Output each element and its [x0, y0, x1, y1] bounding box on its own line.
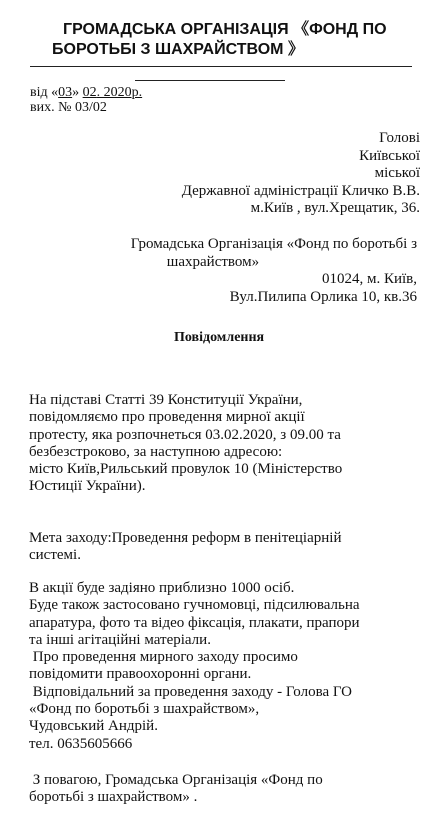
- addressee-line: Державної адміністрації Кличко В.В.: [181, 182, 420, 199]
- org-title-line2: БОРОТЬБІ З ШАХРАЙСТВОМ 》: [52, 41, 304, 58]
- addressee-line: Голові: [379, 130, 420, 146]
- paragraph-line: повідомляємо про проведення мирної акції: [29, 409, 305, 426]
- paragraph-line: Відповідальний за проведення заходу - Голова ГО: [29, 683, 352, 700]
- phone-number: тел. 0635605666: [29, 735, 133, 752]
- paragraph-line: На підставі Статті 39 Конституції України,: [29, 392, 303, 408]
- sender-block: [131, 236, 417, 306]
- addressee-line: міської: [374, 165, 420, 181]
- paragraph-line: В акції буде задіяно приблизно 1000 осіб.: [29, 580, 295, 596]
- date-mid: »: [72, 85, 83, 100]
- paragraph-line: протесту, яка розпочнеться 03.02.2020, з 09.00 та: [29, 426, 341, 443]
- paragraph-line: та інші агітаційні матеріали.: [29, 631, 211, 648]
- paragraph-line: Мета заходу:Проведення реформ в пенітеціарній: [29, 530, 342, 546]
- letterhead-divider: [30, 66, 412, 67]
- addressee-line: Київської: [359, 147, 420, 164]
- paragraph-line: Чудовський Андрій.: [29, 718, 158, 735]
- paragraph-line: Буде також застосовано гучномовці, підсилювальна: [29, 597, 360, 614]
- notice-paragraph: [29, 392, 342, 496]
- letter-date: [30, 85, 142, 101]
- addressee-block: [182, 130, 420, 218]
- paragraph-line: повідомити правоохоронні органи.: [29, 666, 252, 683]
- date-divider: [135, 80, 285, 81]
- date-day: 03: [58, 85, 73, 100]
- paragraph-line: боротьбі з шахрайством» .: [29, 789, 198, 806]
- paragraph-line: безбезстроково, за наступною адресою:: [29, 443, 283, 460]
- date-prefix: від «: [30, 85, 59, 100]
- outgoing-number: вих. № 03/02: [30, 100, 107, 115]
- addressee-line: м.Київ , вул.Хрещатик, 36.: [250, 200, 420, 216]
- sender-line: Вул.Пилипа Орлика 10, кв.36: [229, 288, 417, 305]
- date-year: . 2020р.: [96, 85, 143, 100]
- paragraph-line: системі.: [29, 547, 81, 564]
- closing-paragraph: [29, 772, 323, 807]
- purpose-paragraph: [29, 530, 341, 565]
- paragraph-line: Юстиції України).: [29, 478, 146, 495]
- org-title-line1: ГРОМАДСЬКА ОРГАНІЗАЦІЯ 《ФОНД ПО: [63, 21, 387, 38]
- paragraph-line: «Фонд по боротьбі з шахрайством»,: [29, 701, 260, 718]
- date-month: 02: [82, 85, 97, 100]
- document-title: Повідомлення: [174, 330, 265, 345]
- sender-line: 01024, м. Київ,: [321, 271, 417, 287]
- paragraph-line: апаратура, фото та відео фіксація, плакати, прапори: [29, 614, 360, 631]
- sender-line: шахрайством»: [166, 253, 260, 270]
- details-paragraph: [29, 580, 360, 753]
- paragraph-line: З повагою, Громадська Організація «Фонд по: [29, 772, 323, 788]
- sender-line: Громадська Організація «Фонд по боротьбі з: [130, 236, 417, 252]
- paragraph-line: місто Київ,Рильський провулок 10 (Міністерство: [29, 461, 343, 478]
- paragraph-line: Про проведення мирного заходу просимо: [29, 649, 298, 666]
